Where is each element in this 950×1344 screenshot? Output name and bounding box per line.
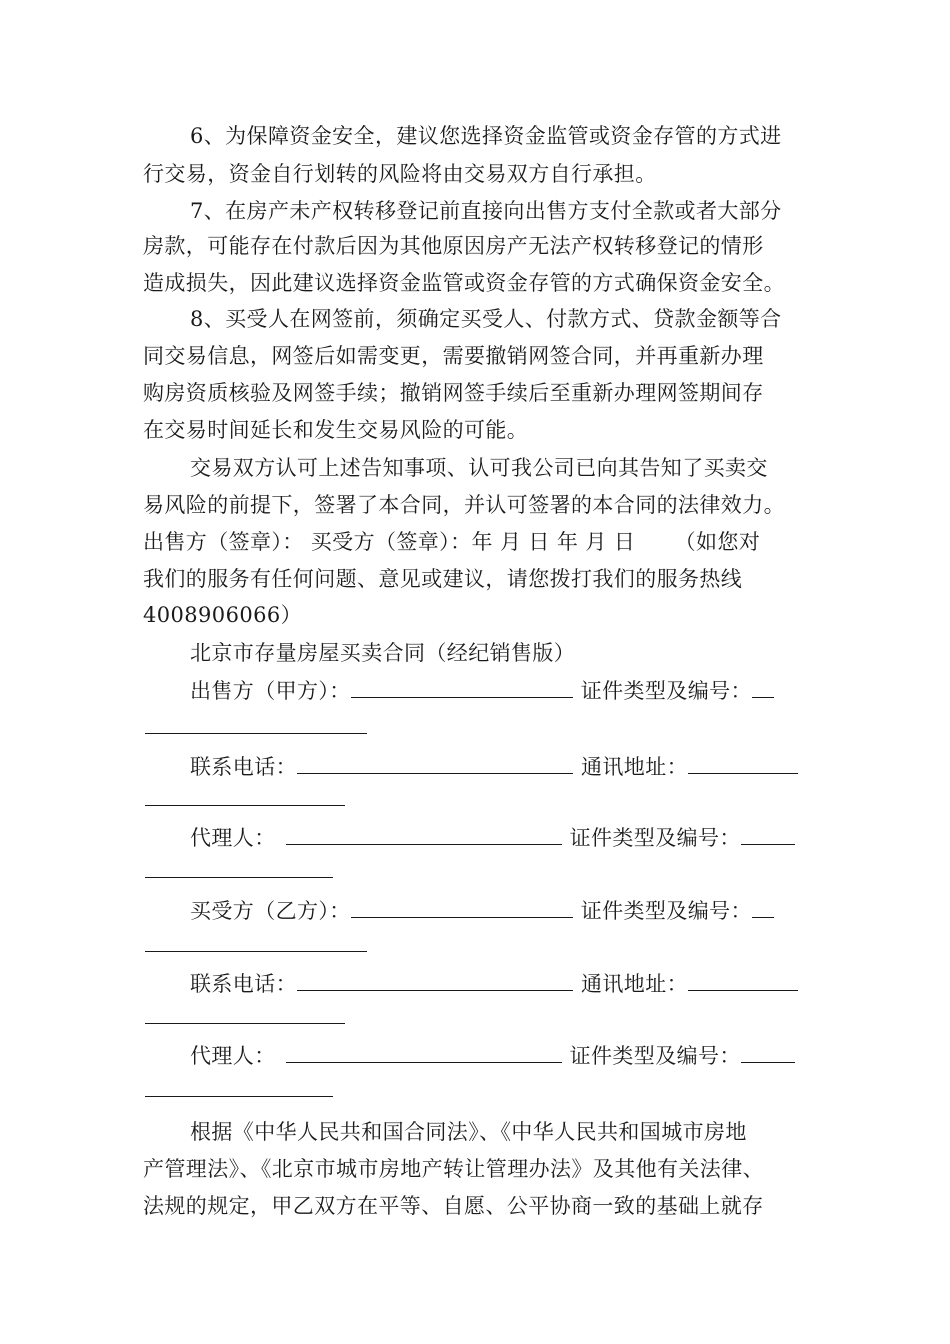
seller-addr-field[interactable] (688, 753, 798, 774)
seller-label: 出售方（甲方）： (190, 679, 351, 703)
seller-agent-label: 代理人： (190, 826, 276, 850)
seller-id-label: 证件类型及编号： (580, 679, 752, 703)
para-6-line-2: 行交易，资金自行划转的风险将由交易双方自行承担。 (143, 162, 657, 186)
buyer-agent-id-label: 证件类型及编号： (569, 1044, 741, 1068)
seller-addr-label: 通讯地址： (581, 755, 688, 779)
seller-name-field[interactable] (351, 677, 573, 698)
buyer-row (190, 896, 774, 926)
buyer-agent-row (190, 1041, 795, 1071)
buyer-phone-field[interactable] (297, 970, 573, 991)
seller-agent-id-field[interactable] (741, 824, 795, 845)
para-6-line-1: 6、为保障资金安全，建议您选择资金监管或资金存管的方式进 (190, 124, 782, 148)
buyer-addr-label: 通讯地址： (581, 972, 688, 996)
buyer-agent-id-field[interactable] (741, 1042, 795, 1063)
agree-line-1: 交易双方认可上述告知事项、认可我公司已向其告知了买卖交 (190, 456, 768, 480)
basis-line-1: 根据《中华人民共和国合同法》、《中华人民共和国城市房地 (190, 1120, 747, 1144)
seller-phone-field[interactable] (297, 753, 573, 774)
buyer-id-label: 证件类型及编号： (580, 899, 752, 923)
service-line-1: 我们的服务有任何问题、意见或建议，请您拨打我们的服务热线 (143, 567, 743, 591)
seller-agent-id-label: 证件类型及编号： (569, 826, 741, 850)
para-8-line-2: 同交易信息，网签后如需变更，需要撤销网签合同，并再重新办理 (143, 344, 764, 368)
signature-line: 出售方（签章）： 买受方（签章）：年 月 日 年 月 日 （如您对 (143, 530, 761, 554)
para-8-line-3: 购房资质核验及网签手续；撤销网签手续后至重新办理网签期间存 (143, 381, 764, 405)
seller-id-field[interactable] (752, 677, 774, 698)
buyer-agent-label: 代理人： (190, 1044, 276, 1068)
para-7-line-2: 房款，可能存在付款后因为其他原因房产无法产权转移登记的情形 (143, 234, 764, 258)
para-7-line-1: 7、在房产未产权转移登记前直接向出售方支付全款或者大部分 (190, 199, 782, 223)
seller-phone-label: 联系电话： (190, 755, 297, 779)
buyer-addr-field-cont[interactable] (145, 1023, 345, 1024)
buyer-phone-label: 联系电话： (190, 972, 297, 996)
buyer-agent-field[interactable] (286, 1042, 562, 1063)
seller-phone-row (190, 752, 798, 782)
para-7-line-3: 造成损失，因此建议选择资金监管或资金存管的方式确保资金安全。 (143, 271, 785, 295)
para-8-line-1: 8、买受人在网签前，须确定买受人、付款方式、贷款金额等合 (190, 307, 782, 331)
seller-row (190, 676, 774, 706)
seller-agent-id-field-cont[interactable] (145, 877, 333, 878)
buyer-phone-row (190, 969, 798, 999)
service-hotline: 4008906066） (143, 603, 303, 627)
basis-line-2: 产管理法》、《北京市城市房地产转让管理办法》及其他有关法律、 (143, 1157, 764, 1181)
buyer-id-field[interactable] (752, 897, 774, 918)
agree-line-2: 易风险的前提下，签署了本合同，并认可签署的本合同的法律效力。 (143, 493, 785, 517)
seller-id-field-cont[interactable] (145, 733, 367, 734)
para-8-line-4: 在交易时间延长和发生交易风险的可能。 (143, 418, 529, 442)
buyer-name-field[interactable] (351, 897, 573, 918)
buyer-addr-field[interactable] (688, 970, 798, 991)
seller-agent-row (190, 823, 795, 853)
contract-title: 北京市存量房屋买卖合同（经纪销售版） (190, 641, 576, 665)
buyer-label: 买受方（乙方）： (190, 899, 351, 923)
buyer-agent-id-field-cont[interactable] (145, 1096, 333, 1097)
buyer-id-field-cont[interactable] (145, 951, 367, 952)
seller-agent-field[interactable] (286, 824, 562, 845)
seller-addr-field-cont[interactable] (145, 805, 345, 806)
basis-line-3: 法规的规定，甲乙双方在平等、自愿、公平协商一致的基础上就存 (143, 1194, 764, 1218)
